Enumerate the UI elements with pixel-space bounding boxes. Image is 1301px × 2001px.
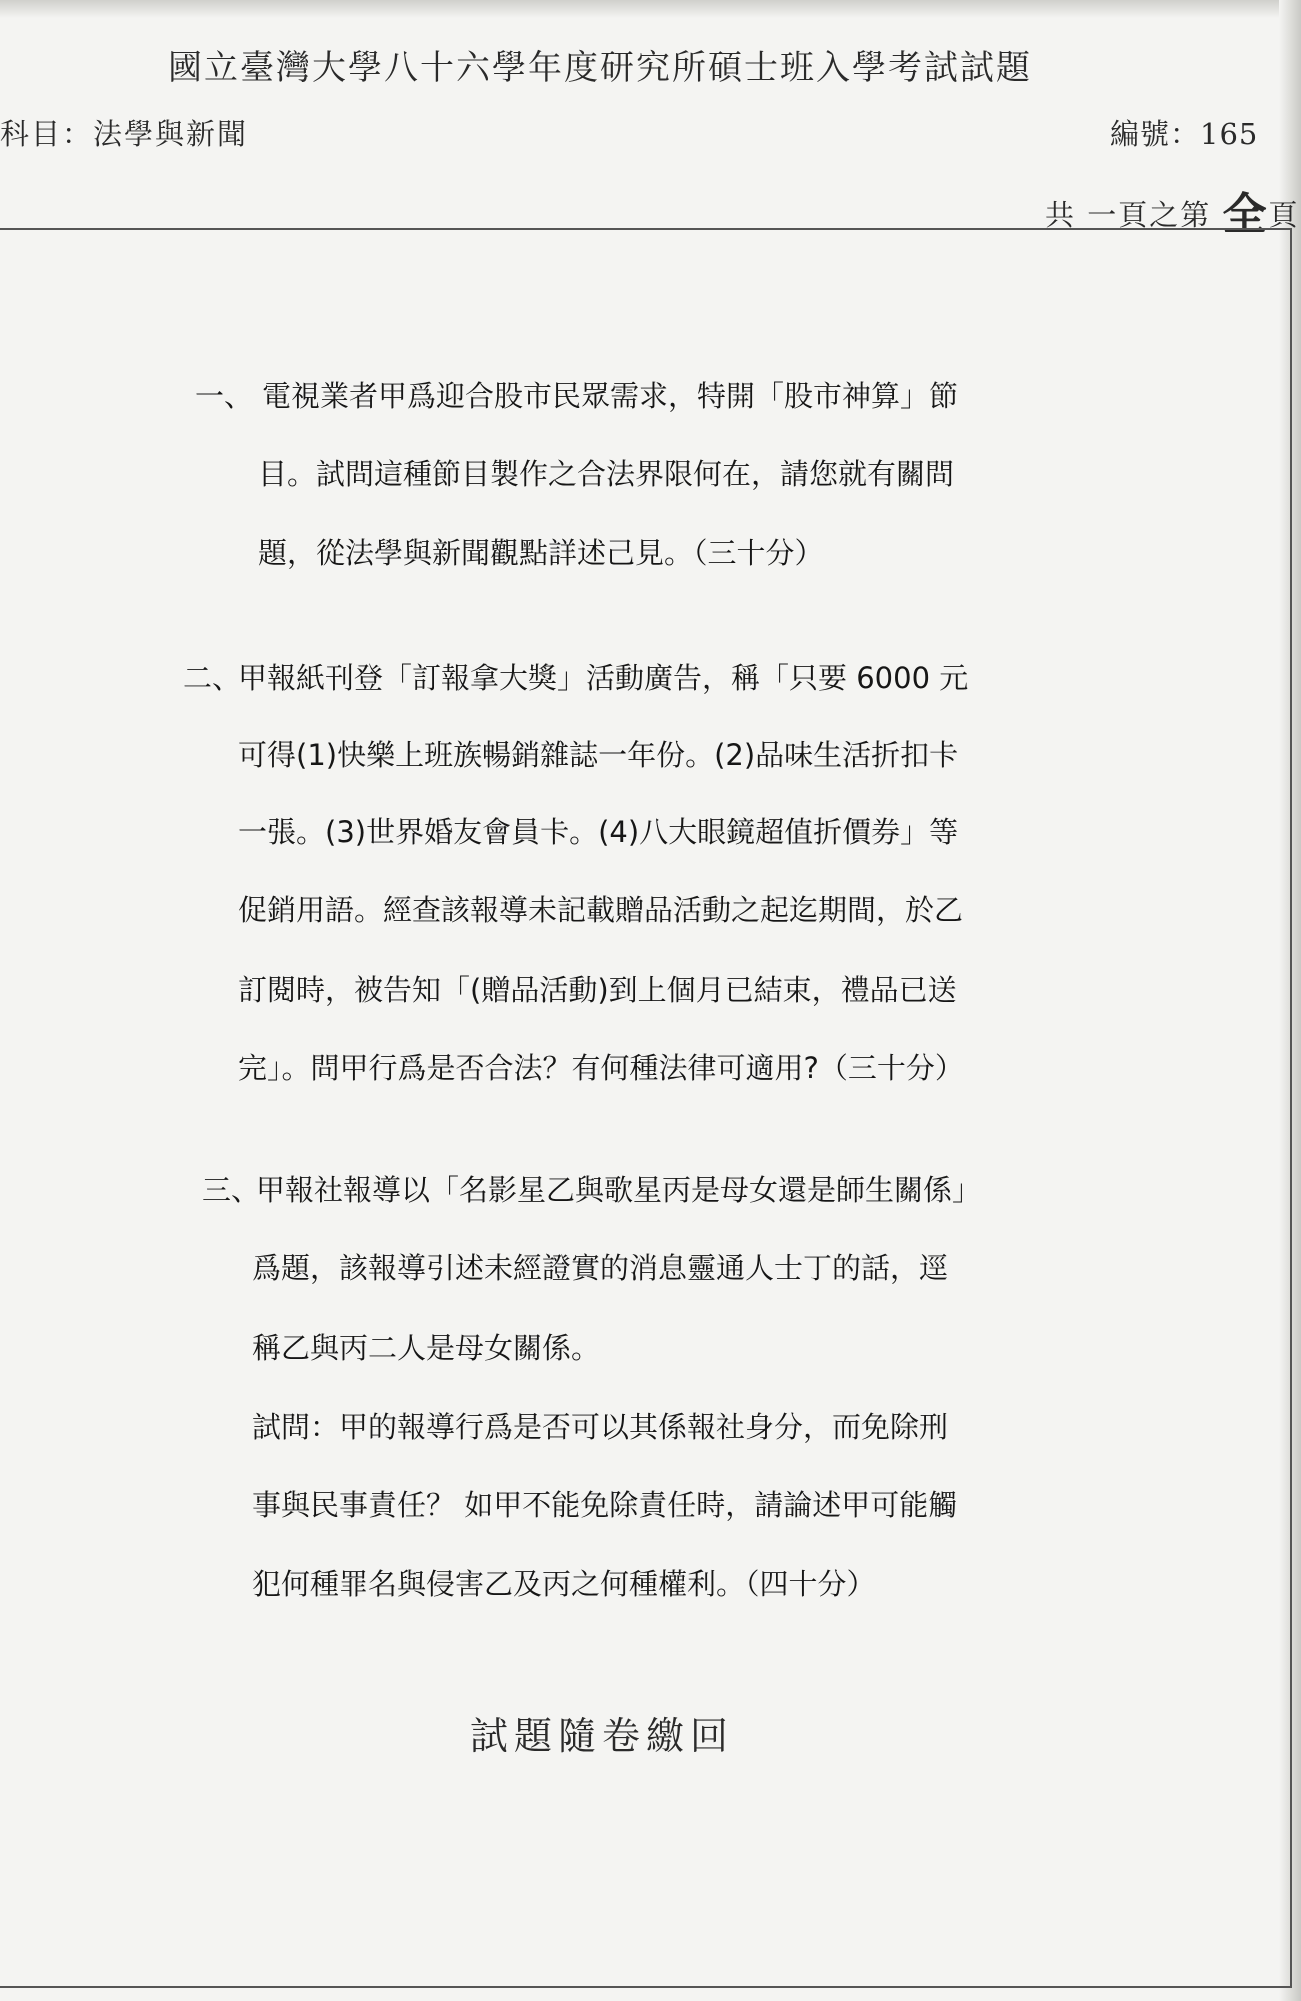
scan-edge-top <box>0 0 1301 18</box>
question-line: 爲題，該報導引述未經證實的消息靈通人士丁的話，逕 <box>252 1251 949 1285</box>
question-number: 一、 <box>195 379 254 413</box>
subject-label: 科目：法學與新聞 <box>0 117 249 151</box>
question-line: 訂閱時，被告知「(贈品活動)到上個月已結束，禮品已送 <box>238 973 957 1007</box>
question-number: 三、 <box>202 1173 261 1207</box>
exam-title: 國立臺灣大學八十六學年度研究所碩士班入學考試試題 <box>168 48 1032 88</box>
question-line: 題，從法學與新聞觀點詳述己見。（三十分） <box>258 536 824 570</box>
question-line: 稱乙與丙二人是母女關係。 <box>252 1331 601 1365</box>
question-line: 一張。(3)世界婚友會員卡。(4)八大眼鏡超值折價券」等 <box>238 815 959 849</box>
page-count-suffix: 頁 <box>1268 198 1300 232</box>
question-line: 促銷用語。經查該報導未記載贈品活動之起迄期間，於乙 <box>238 893 964 927</box>
return-notice: 試題隨卷繳回 <box>470 1714 735 1758</box>
question-number: 二、 <box>183 661 242 695</box>
question-line: 犯何種罪名與侵害乙及丙之何種權利。（四十分） <box>252 1567 876 1601</box>
question-line: 甲報紙刊登「訂報拿大獎」活動廣告，稱「只要 6000 元 <box>238 661 969 695</box>
question-line: 電視業者甲爲迎合股市民眾需求，特開「股市神算」節 <box>262 379 959 413</box>
question-line: 完」。問甲行爲是否合法？有何種法律可適用?（三十分） <box>238 1051 964 1085</box>
page-count-prefix: 共 一頁之第 <box>1045 198 1223 232</box>
question-line: 目。試問這種節目製作之合法界限何在，請您就有關問 <box>258 457 955 491</box>
question-line: 甲報社報導以「名影星乙與歌星丙是母女還是師生關係」 <box>256 1173 982 1207</box>
question-line: 事與民事責任？ 如甲不能免除責任時，請論述甲可能觸 <box>252 1488 958 1522</box>
question-line: 試問：甲的報導行爲是否可以其係報社身分，而免除刑 <box>252 1410 949 1444</box>
page-count-all: 全 <box>1222 189 1269 240</box>
question-line: 可得(1)快樂上班族暢銷雜誌一年份。(2)品味生活折扣卡 <box>238 738 959 772</box>
exam-code: 編號：165 <box>1110 117 1259 151</box>
